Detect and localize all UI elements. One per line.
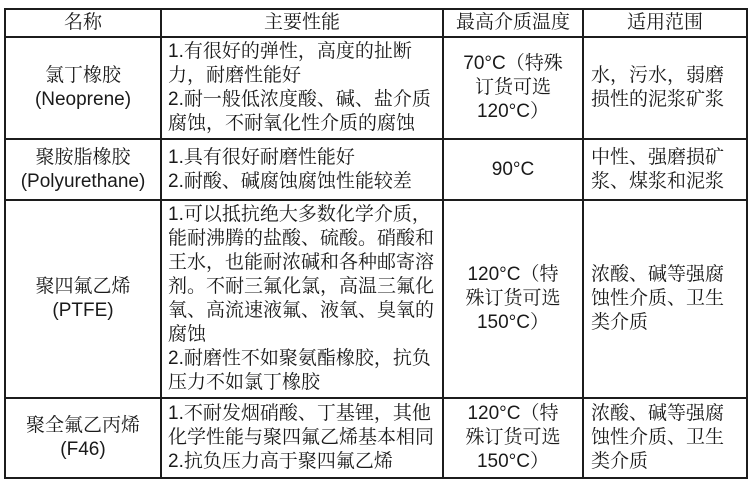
max-medium-temperature: 90°C xyxy=(443,139,583,200)
max-medium-temperature: 70°C（特殊订货可选120°C） xyxy=(443,37,583,139)
material-name xyxy=(5,139,161,200)
performance-item-2: 2.耐磨性不如聚氨酯橡胶，抗负压力不如氯丁橡胶 xyxy=(168,348,431,393)
material-name-cn: 聚全氟乙丙烯 xyxy=(25,415,140,436)
material-name-en: (F46) xyxy=(60,439,106,460)
material-name-cn: 氯丁橡胶 xyxy=(44,65,121,86)
material-name xyxy=(5,200,161,398)
material-name-cn: 聚四氟乙烯 xyxy=(35,276,131,297)
material-name-cn: 聚胺脂橡胶 xyxy=(35,146,131,168)
header-application-range: 适用范围 xyxy=(583,9,747,37)
header-name: 名称 xyxy=(5,9,161,37)
table-row-neoprene xyxy=(5,37,747,139)
material-performance xyxy=(161,398,443,478)
material-name-en: (PTFE) xyxy=(52,300,114,321)
max-medium-temperature: 120°C（特殊订货可选150°C） xyxy=(443,200,583,398)
material-performance xyxy=(161,200,443,398)
performance-item-2: 2.耐一般低浓度酸、碱、盐介质腐蚀，不耐氧化性介质的腐蚀 xyxy=(168,89,431,134)
header-performance: 主要性能 xyxy=(161,9,443,37)
table-row-f46 xyxy=(5,398,747,478)
max-medium-temperature: 120°C（特殊订货可选150°C） xyxy=(443,398,583,478)
material-name xyxy=(5,398,161,478)
material-name-en: (Neoprene) xyxy=(34,89,132,110)
header-max-medium-temperature: 最高介质温度 xyxy=(443,9,583,37)
performance-item-1: 1.有很好的弹性，高度的扯断力，耐磨性能好 xyxy=(168,41,412,86)
table-row-ptfe xyxy=(5,200,747,398)
application-range: 浓酸、碱等强腐蚀性介质、卫生类介质 xyxy=(583,200,747,398)
material-performance xyxy=(161,139,443,200)
performance-item-1: 1.具有很好耐磨性能好 xyxy=(168,146,355,168)
performance-item-1: 1.可以抵抗绝大多数化学介质，能耐沸腾的盐酸、硫酸。硝酸和王水，也能耐浓碱和各种邮寄溶剂。不耐三氟化氯，高温三氟化氧、高流速液氟、液氧、臭氧的腐蚀 xyxy=(168,204,435,345)
application-range: 浓酸、碱等强腐蚀性介质、卫生类介质 xyxy=(583,398,747,478)
material-name-en: (Polyurethane) xyxy=(20,170,146,192)
application-range: 水，污水，弱磨损性的泥浆矿浆 xyxy=(583,37,747,139)
material-name xyxy=(5,37,161,139)
performance-item-2: 2.抗负压力高于聚四氟乙烯 xyxy=(168,451,393,472)
application-range: 中性、强磨损矿浆、煤浆和泥浆 xyxy=(583,139,747,200)
performance-item-1: 1.不耐发烟硝酸、丁基锂，其他化学性能与聚四氟乙烯基本相同 xyxy=(168,403,435,448)
performance-item-2: 2.耐酸、碱腐蚀腐蚀性能较差 xyxy=(168,170,412,192)
material-performance xyxy=(161,37,443,139)
lining-material-table xyxy=(4,8,748,479)
table-row-polyurethane xyxy=(5,139,747,200)
table-header-row xyxy=(5,9,747,37)
